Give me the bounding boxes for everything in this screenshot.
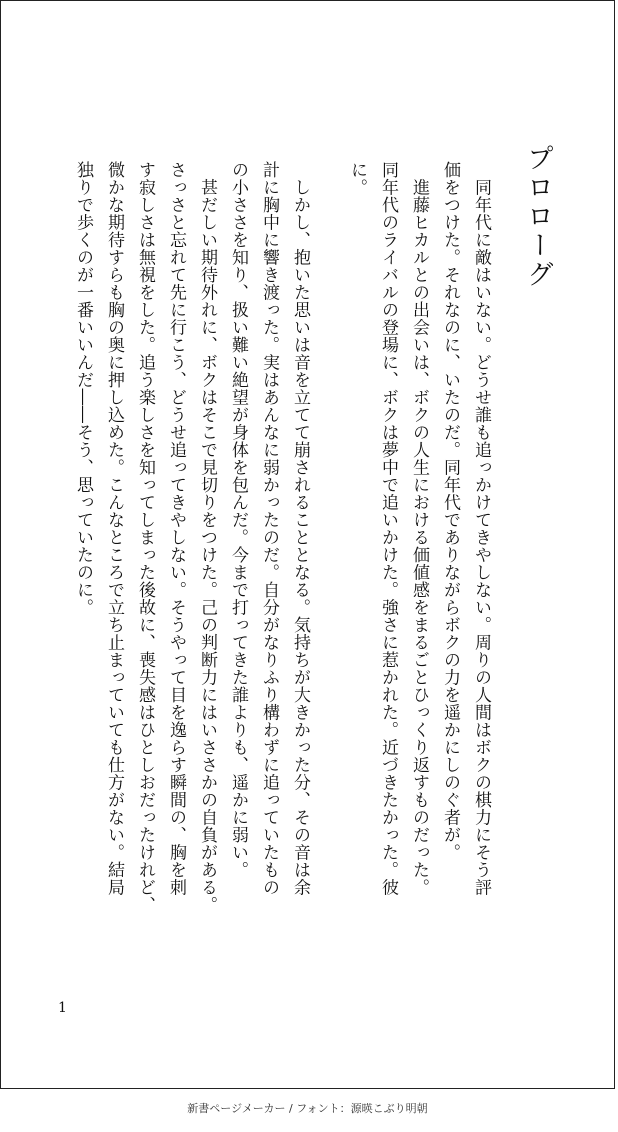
paragraph-opening: 同年代に敵はいない。どうせ誰も追っかけてきやしない。周りの人間はボクの棋力にそう評 価をつけた。それなのに、いたのだ。同年代でありながらボクの力を遥かにしのぐ者が。 進藤ヒカルとの出会いは、ボクの人生における価値感をまるごとひっくり返すものだった。 同年代のライバルの登場に、ボクは夢中で追いかけた。強さに惹かれた。近づきたかった。彼 に。 xyxy=(347,161,491,896)
paragraph-continuation: しかし、抱いた思いは音を立てて崩されることとなる。気持ちが大きかった分、その音は余 計に胸中に響き渡った。実はあんなに弱かったのだ。自分がなりふり構わずに追っていたもの の小ささを知り、扱い難い絶望が身体を包んだ。今まで打ってきた誰よりも、遥かに弱い。 甚だしい期待外れに、ボクはそこで見切りをつけた。己の判断力にはいささかの自負がある。 さっさと忘れて先に行こう、どうせ追ってきやしない。そうやって目を逸らす瞬間の、胸を刺 す寂しさは無視をした。追う楽しさを知ってしまった後故に、喪失感はひとしおだったけれど、 微かな期待すらも胸の奥に押し込めた。こんなところで立ち止まっていても仕方がない。結局 独りで歩くのが一番いいんだ――そう、思っていたのに。 xyxy=(73,161,310,914)
chapter-title: プロローグ xyxy=(522,144,553,289)
generator-credit: 新書ページメーカー / フォント：源暎こぶり明朝 xyxy=(187,1102,428,1115)
page-number: 1 xyxy=(58,1000,67,1016)
